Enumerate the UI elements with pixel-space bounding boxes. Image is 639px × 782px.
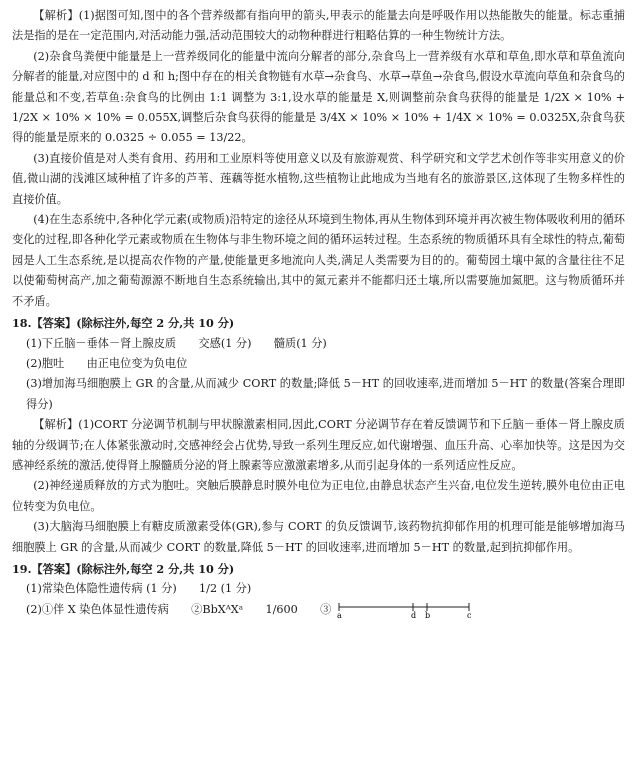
q18-answer-2: (2)胞吐 由正电位变为负电位 (26, 356, 188, 370)
q17-analysis-part3: (3)直接价值是对人类有食用、药用和工业原料等使用意义以及有旅游观赏、科学研究和文学艺术创作等非实用意义的价值,微山湖的浅滩区域种植了许多的芦苇、莲藕等挺水植物,这些植物让此地成为当地有名的旅游景区,这体现了生物多样性的直接价值。 (12, 151, 625, 206)
q18-section (12, 313, 625, 558)
q17-analysis-part2: (2)杂食鸟粪便中能量是上一营养级同化的能量中流向分解者的部分,杂食鸟上一营养级有水草和草鱼,即水草和草鱼流向分解者的能量,对应图中的 d 和 h;图中存在的相关食物链有水草→杂食鸟、水草→草鱼→杂食鸟,假设水草流向草鱼和杂食鸟的能量总和不变,若草鱼:杂食鸟的比例由 1:1 调整为 3:1,设水草的能量是 X,则调整前杂食鸟获得的能量是 1/2X × 10% + 1/2X × 10% × 10% = 0.055X,调整后杂食鸟获得的能量是 3/4X × 10% × 10% + 1/4X × 10% = 0.0325X,杂食鸟获得的能量是原来的 0.0325 ÷ 0.055 = 13/22。 (12, 49, 625, 145)
q18-answer-1: (1)下丘脑－垂体－肾上腺皮质 交感(1 分) 髓质(1 分) (26, 336, 327, 350)
q18-header: 18.【答案】(除标注外,每空 2 分,共 10 分) (12, 316, 235, 331)
gene-label-d: d (411, 610, 417, 619)
genotype: BbXᴬXᵃ (202, 602, 244, 616)
q18-explanation-3: (3)大脑海马细胞膜上有糖皮质激素受体(GR),参与 CORT 的负反馈调节,该药物抗抑郁作用的机理可能是能够增加海马细胞膜上 GR 的含量,从而减少 CORT 的数量,降低 5－HT 的回收速率,进而增加 5－HT 的数量,起到抗抑郁作用。 (12, 520, 625, 554)
q19-section (12, 559, 625, 620)
gene-map-diagram (335, 601, 475, 619)
q18-explanation-1: 【解析】(1)CORT 分泌调节机制与甲状腺激素相同,因此,CORT 分泌调节存在着反馈调节和下丘脑－垂体－肾上腺皮质轴的分级调节;在人体紧张激动时,交感神经会占优势,导致一系列生理反应,如代谢增强、血压升高、心率加快等。这是因为交感神经系统的激活,使得肾上腺髓质分泌的肾上腺素等应激激素增多,从而引起身体的一系列适应性反应。 (12, 418, 625, 472)
q18-explanation-2: (2)神经递质释放的方式为胞吐。突触后膜静息时膜外电位为正电位,由静息状态产生兴奋,电位发生逆转,膜外电位由正电位转变为负电位。 (12, 479, 625, 513)
q18-answer-3: (3)增加海马细胞膜上 GR 的含量,从而减少 CORT 的数量;降低 5－HT 的回收速率,进而增加 5－HT 的数量(答案合理即得分) (26, 377, 625, 411)
q19-answer-2-text-b: 1/600 ③ (243, 602, 332, 616)
q19-answer-2 (12, 600, 625, 620)
gene-label-c: c (467, 610, 472, 619)
q19-answer-2-text: (2)①伴 X 染色体显性遗传病 ② (26, 602, 203, 616)
q19-header: 19.【答案】(除标注外,每空 2 分,共 10 分) (12, 561, 235, 576)
q17-analysis-part4: (4)在生态系统中,各种化学元素(或物质)沿特定的途径从环境到生物体,再从生物体到环境并再次被生物体吸收利用的循环变化的过程,即各种化学元素或物质在生物体与非生物环境之间的循环运转过程。生态系统的物质循环具有全球性的特点,葡萄园是人工生态系统,是以提高农作物的产量,使能量更多地流向人类,满足人类需要为目的的。葡萄园土壤中氮的含量往往不足以使葡萄树高产,加之葡萄源源不断地自生态系统输出,其中的氮元素并不能都归还土壤,所以需要施加氮肥。这与物质循环并不矛盾。 (12, 213, 625, 308)
gene-label-a: a (337, 610, 343, 619)
q19-answer-1: (1)常染色体隐性遗传病 (1 分) 1/2 (1 分) (26, 582, 252, 596)
q17-analysis (12, 6, 625, 312)
q17-analysis-part1: 【解析】(1)据图可知,图中的各个营养级都有指向甲的箭头,甲表示的能量去向是呼吸作用以热能散失的能量。标志重捕法是指的是在一定范围内,对活动能力强,活动范围较大的动物种群进行粗略估算的一种生物统计方法。 (12, 9, 625, 43)
gene-label-b: b (425, 610, 431, 619)
